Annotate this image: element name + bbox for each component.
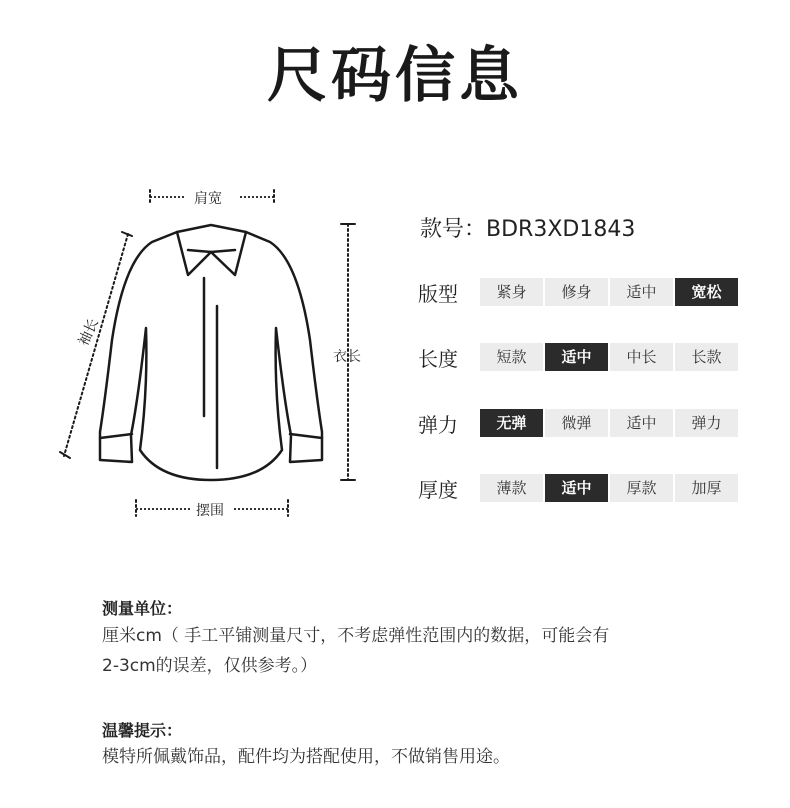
model-number: 款号：BDR3XD1843 xyxy=(420,217,636,242)
spec-options xyxy=(480,278,738,306)
spec-option-selected: 适中 xyxy=(545,474,608,502)
spec-option: 厚款 xyxy=(610,474,673,502)
tips-title: 温馨提示： xyxy=(102,721,183,740)
spec-options xyxy=(480,343,738,371)
spec-option: 弹力 xyxy=(675,409,738,437)
spec-option: 加厚 xyxy=(675,474,738,502)
unit-text-line1: 厘米cm（ 手工平铺测量尺寸，不考虑弹性范围内的数据，可能会有 xyxy=(102,626,610,646)
spec-option: 紧身 xyxy=(480,278,543,306)
spec-option: 适中 xyxy=(610,278,673,306)
page-title: 尺码信息 xyxy=(267,41,523,111)
tips-text: 模特所佩戴饰品，配件均为搭配使用，不做销售用途。 xyxy=(102,747,510,767)
spec-label: 版型 xyxy=(418,281,458,306)
spec-option: 薄款 xyxy=(480,474,543,502)
spec-option: 长款 xyxy=(675,343,738,371)
shirt-outline-icon xyxy=(50,180,390,520)
spec-options xyxy=(480,409,738,437)
spec-row xyxy=(418,408,738,438)
length-label: 衣长 xyxy=(333,349,361,365)
spec-option: 适中 xyxy=(610,409,673,437)
shoulder-label: 肩宽 xyxy=(194,191,222,207)
spec-option-selected: 适中 xyxy=(545,343,608,371)
unit-title: 测量单位： xyxy=(102,599,183,618)
spec-option: 中长 xyxy=(610,343,673,371)
spec-option: 微弹 xyxy=(545,409,608,437)
spec-options xyxy=(480,474,738,502)
spec-option: 修身 xyxy=(545,278,608,306)
spec-option-selected: 宽松 xyxy=(675,278,738,306)
spec-option-selected: 无弹 xyxy=(480,409,543,437)
spec-row xyxy=(418,277,738,307)
garment-diagram xyxy=(50,180,390,520)
spec-option: 短款 xyxy=(480,343,543,371)
spec-label: 长度 xyxy=(418,346,458,371)
spec-label: 弹力 xyxy=(418,412,458,437)
hem-label: 摆围 xyxy=(196,503,224,519)
spec-row xyxy=(418,342,738,372)
spec-label: 厚度 xyxy=(418,477,458,502)
unit-text-line2: 2-3cm的误差，仅供参考。） xyxy=(102,656,318,676)
unit-text xyxy=(102,621,722,681)
spec-row xyxy=(418,473,738,503)
sleeve-label: 袖长 xyxy=(75,316,103,349)
